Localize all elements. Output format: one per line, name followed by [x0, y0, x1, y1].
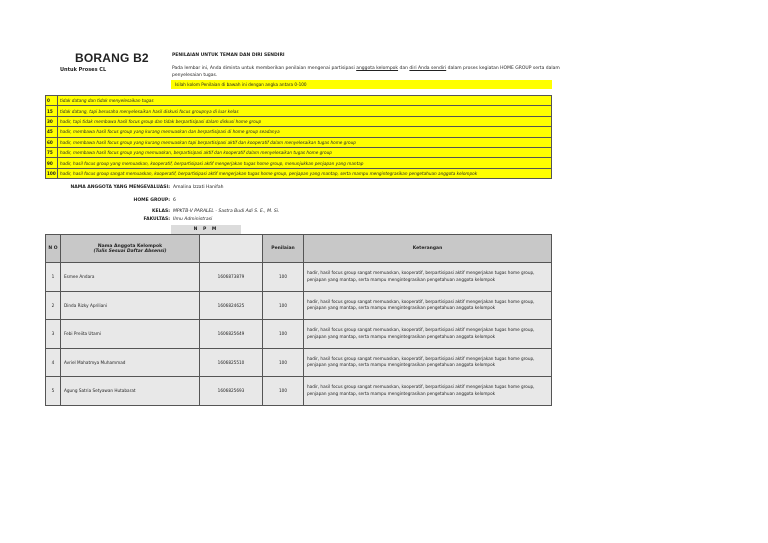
homegroup-line: [40, 198, 176, 203]
member-note[interactable]: hadir, hasil focus group sangat memuaskan, kooperatif, berpartisipasi aktif mengerjakan tugas home group, penjapan yang mantap, serta mampu mengintegrasikan pengetahuan anggota kelompok: [304, 291, 552, 320]
instruction-pre: Pada lembar ini, Anda diminta untuk memberikan penilaian mengenai partisipasi: [172, 66, 357, 71]
scale-desc: hadir, hasil focus group yang memuaskan, kooperatif, berpartisipasi aktif mengerjakan tugas home group, menunjukkan penjapan yang mantap: [58, 158, 552, 168]
scale-row: [46, 147, 552, 157]
scale-score: 100: [46, 168, 58, 178]
member-npm[interactable]: 1606825510: [200, 348, 263, 377]
score-note: Isilah kolom Penilaian di bawah ini dengan angka antara 0-100: [171, 80, 552, 89]
evaluator-label: NAMA ANGGOTA YANG MENGEVALUASI:: [70, 185, 170, 190]
scale-row: [46, 168, 552, 178]
score-scale-table: [45, 95, 552, 179]
scale-row: [46, 106, 552, 116]
scale-desc: tidak datang dan tidak menyelesaikan tugas: [58, 96, 552, 106]
table-row: [46, 291, 552, 320]
fakultas-value: Ilmu Administrasi: [173, 217, 213, 222]
scale-score: 45: [46, 127, 58, 137]
scale-row: [46, 96, 552, 106]
scale-score: 15: [46, 106, 58, 116]
instruction-text: [172, 65, 560, 79]
scale-score: 90: [46, 158, 58, 168]
scale-desc: tidak datang, tapi berusaha menyelesaikan hasil diskusi focus groupnya di luar kelas: [58, 106, 552, 116]
member-npm[interactable]: 1606873879: [200, 263, 263, 292]
evaluator-value: Amalina Izzati Hanifah: [173, 185, 224, 190]
kelas-line: [40, 209, 279, 214]
scale-score: 60: [46, 137, 58, 147]
member-score[interactable]: 100: [263, 348, 304, 377]
col-name-header: [61, 235, 200, 263]
scale-row: [46, 158, 552, 168]
member-name[interactable]: Esmee Andara: [61, 263, 200, 292]
assessment-title: PENILAIAN UNTUK TEMAN DAN DIRI SENDIRI: [172, 53, 285, 58]
member-score[interactable]: 100: [263, 263, 304, 292]
instruction-underlined-1: anggota kelompok: [356, 66, 399, 71]
kelas-label: KELAS:: [152, 209, 170, 214]
kelas-value: MPKTB-V PARALEL - Sastra Budi Adi S. E., M. Si.: [173, 209, 280, 214]
row-no: 1: [46, 263, 61, 292]
fakultas-line: [40, 217, 212, 222]
row-no: 3: [46, 320, 61, 349]
member-note[interactable]: hadir, hasil focus group sangat memuaskan, kooperatif, berpartisipasi aktif mengerjakan tugas home group, penjapan yang mantap, serta mampu mengintegrasikan pengetahuan anggota kelompok: [304, 320, 552, 349]
homegroup-value: 6: [173, 198, 176, 203]
member-score[interactable]: 100: [263, 377, 304, 406]
instruction-post: dalam proses kegiatan HOME GROUP serta dalam penyelesaian tugas.: [172, 66, 560, 78]
scale-row: [46, 116, 552, 126]
table-header-row: [46, 235, 552, 263]
member-assessment-table: [45, 234, 552, 406]
member-note[interactable]: hadir, hasil focus group sangat memuaskan, kooperatif, berpartisipasi aktif mengerjakan tugas home group, penjapan yang mantap, serta mampu mengintegrasikan pengetahuan anggota kelompok: [304, 348, 552, 377]
member-npm[interactable]: 1606825693: [200, 377, 263, 406]
scale-desc: hadir, membawa hasil focus group yang kurang memuaskan tapi berpartisipasi aktif dan kooperatif dalam menyelesaikan tugas home group: [58, 137, 552, 147]
scale-desc: hadir, membawa hasil focus group yang memuaskan, berpartisipasi aktif dan kooperatif dalam menyelesaikan tugas home group: [58, 147, 552, 157]
col-name-title: Nama Anggota Kelompok: [97, 243, 163, 249]
col-note-header: Keterangan: [304, 235, 552, 263]
scale-score: 75: [46, 147, 58, 157]
member-score[interactable]: 100: [263, 320, 304, 349]
row-no: 2: [46, 291, 61, 320]
member-npm[interactable]: 1606824625: [200, 291, 263, 320]
col-no-header: N O: [46, 235, 61, 263]
member-note[interactable]: hadir, hasil focus group sangat memuaskan, kooperatif, berpartisipasi aktif mengerjakan tugas home group, penjapan yang mantap, serta mampu mengintegrasikan pengetahuan anggota kelompok: [304, 263, 552, 292]
homegroup-label: HOME GROUP:: [133, 198, 170, 203]
row-no: 5: [46, 377, 61, 406]
member-note[interactable]: hadir, hasil focus group sangat memuaskan, kooperatif, berpartisipasi aktif mengerjakan tugas home group, penjapan yang mantap, serta mampu mengintegrasikan pengetahuan anggota kelompok: [304, 377, 552, 406]
table-row: [46, 377, 552, 406]
scale-score: 0: [46, 96, 58, 106]
col-score-header: Penilaian: [263, 235, 304, 263]
member-name[interactable]: Avriel Mahatmya Muhammad: [61, 348, 200, 377]
col-name-subtitle: (Tulis Sesuai Daftar Absensi): [93, 248, 167, 254]
npm-header: N P M: [171, 225, 241, 234]
instruction-mid: dan: [398, 66, 410, 71]
row-no: 4: [46, 348, 61, 377]
table-row: [46, 320, 552, 349]
form-subtitle: Untuk Proses CL: [60, 67, 107, 73]
member-name[interactable]: Dinda Rizky Apriliani: [61, 291, 200, 320]
scale-desc: hadir, tapi tidak membawa hasil focus group dan tidak berpartisipasi dalam diskusi home group: [58, 116, 552, 126]
fakultas-label: FAKULTAS:: [143, 217, 170, 222]
member-name[interactable]: Agung Satria Setyawan Hutabarat: [61, 377, 200, 406]
scale-row: [46, 137, 552, 147]
scale-row: [46, 127, 552, 137]
instruction-underlined-2: diri Anda sendiri: [409, 66, 447, 71]
scale-score: 30: [46, 116, 58, 126]
scale-desc: hadir, hasil focus group sangat memuaskan, kooperatif, berpartisipasi aktif mengerjakan tugas home group, penjapan yang mantap, serta mampu mengintegrasikan pengetahuan anggota kelompok: [58, 168, 552, 178]
evaluator-line: [40, 185, 223, 190]
form-title: BORANG B2: [75, 51, 149, 65]
col-npm-header: [200, 235, 263, 263]
member-npm[interactable]: 1606825649: [200, 320, 263, 349]
member-name[interactable]: Febi Preiita Utami: [61, 320, 200, 349]
table-row: [46, 348, 552, 377]
scale-desc: hadir, membawa hasil focus group yang kurang memuaskan dan berpartisipasi di home group seadanya: [58, 127, 552, 137]
table-row: [46, 263, 552, 292]
member-score[interactable]: 100: [263, 291, 304, 320]
